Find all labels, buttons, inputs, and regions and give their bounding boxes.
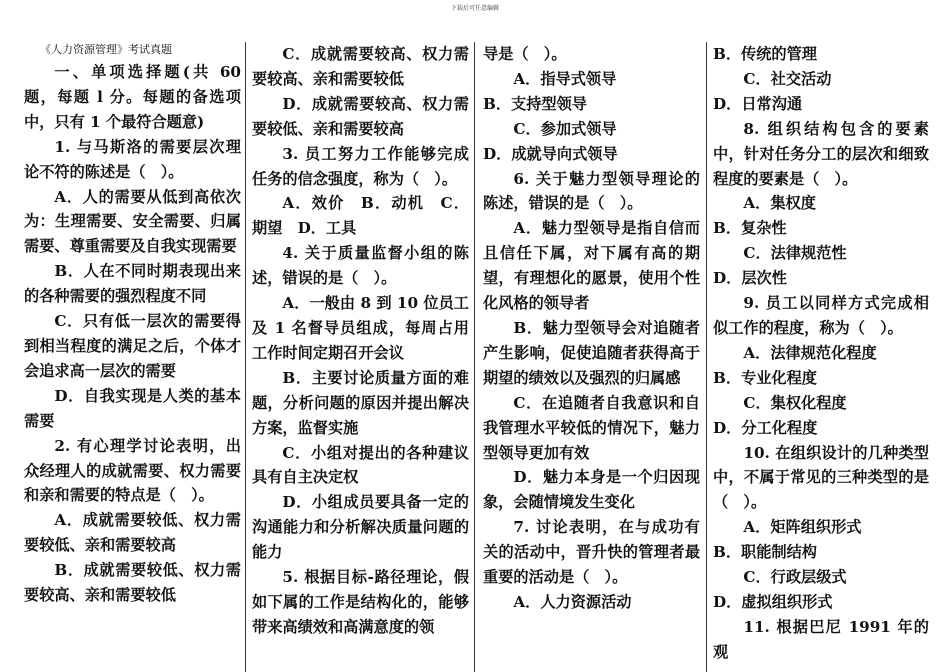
document-title: 《人力资源管理》考试真题 [40,43,172,56]
paragraph: C．参加式领导 [513,119,617,138]
paragraph: 8. 组织结构包含的要素中，针对任务分工的层次和细致程度的要素是（ ）。 [713,119,929,188]
paragraph: 10. 在组织设计的几种类型中，不属于常见的三种类型的是（ ）。 [713,443,929,512]
paragraph: 5. 根据目标-路径理论，假如下属的工作是结构化的，能够带来高绩效和高满意度的领 [252,568,469,636]
text-column-3 [483,42,700,672]
paragraph: D．小组成员要具备一定的沟通能力和分析解决质量问题的能力 [252,493,469,562]
text-column-4 [713,42,929,672]
paragraph: A．指导式领导 [513,69,617,88]
paragraph: B．复杂性 [713,219,787,238]
paragraph: 11. 根据巴尼 1991 年的观 [713,617,929,661]
paragraph: A．矩阵组织形式 [743,518,862,537]
paragraph: A．人的需要从低到高依次为：生理需要、安全需要、归属需要、尊重需要及自我实现需要 [24,187,241,256]
paragraph: D．层次性 [713,269,787,288]
paragraph: 9. 员工以同样方式完成相似工作的程度，称为（ ）。 [713,294,929,337]
paragraph: C．只有低一层次的需要得到相当程度的满足之后，个体才会追求高一层次的需要 [24,312,241,380]
paragraph: A．法律规范化程度 [743,343,877,362]
paragraph: C．成就需要较高、权力需要较高、亲和需要较低 [252,45,469,88]
paragraph: D．日常沟通 [713,94,803,113]
paragraph: B．支持型领导 [483,94,587,113]
paragraph: 导是（ ）。 [483,45,567,63]
paragraph: A．魅力型领导是指自信而且信任下属，对下属有高的期望，有理想化的愿景，使用个性化风格的领导者 [483,219,700,313]
text-column-1 [24,42,241,672]
paragraph: 4. 关于质量监督小组的陈述，错误的是（ ）。 [252,244,469,288]
paragraph: 7. 讨论表明，在与成功有关的活动中，晋升快的管理者最重要的活动是（ ）。 [483,518,700,587]
paragraph: D．虚拟组织形式 [713,592,833,611]
paragraph: D．魅力本身是一个归因现象，会随情境发生变化 [483,468,700,512]
paragraph: B．职能制结构 [713,543,817,562]
paragraph: C．法律规范性 [743,244,847,263]
paragraph: D．成就导向式领导 [483,144,618,163]
column-divider [245,42,246,672]
paragraph: D．自我实现是人类的基本需要 [24,386,241,430]
paragraph: B．魅力型领导会对追随者产生影响，促使追随者获得高于期望的绩效以及强烈的归属感 [483,318,700,387]
paragraph: 2. 有心理学讨论表明，出众经理人的成就需要、权力需要和亲和需要的特点是（ ）。 [24,436,241,505]
paragraph: A．人力资源活动 [513,592,632,611]
paragraph: A．一般由 8 到 10 位员工及 1 名督导员组成，每周占用工作时间定期召开会议 [252,294,469,362]
paragraph: 6. 关于魅力型领导理论的陈述，错误的是（ ）。 [483,169,700,213]
paragraph: C．行政层级式 [743,568,847,587]
column-divider [474,42,475,672]
paragraph: 一、单项选择题(共 60 题，每题 l 分。每题的备选项中，只有 1 个最符合题意) [24,63,241,131]
paragraph: D．分工化程度 [713,418,818,437]
paragraph: A．集权度 [743,194,816,213]
paragraph: A．效价 B．动机 C．期望 D．工具 [252,194,469,238]
paragraph: C．小组对提出的各种建议具有自主决定权 [252,443,469,487]
paragraph: C．集权化程度 [743,393,847,412]
column-divider [706,42,707,672]
paragraph: B．主要讨论质量方面的难题，分析问题的原因并提出解决方案，监督实施 [252,368,469,437]
paragraph: B．专业化程度 [713,368,817,387]
paragraph: B．人在不同时期表现出来的各种需要的强烈程度不同 [24,262,241,306]
paragraph: 3. 员工努力工作能够完成任务的信念强度，称为（ ）。 [252,144,469,188]
paragraph: C．社交活动 [743,69,832,88]
text-column-2 [252,42,469,672]
header-note: 下载后可任意编辑 [450,5,499,12]
paragraph: B．成就需要较低、权力需要较高、亲和需要较低 [24,561,241,605]
paragraph: D．成就需要较高、权力需要较低、亲和需要较高 [252,94,469,138]
paragraph: A．成就需要较低、权力需要较低、亲和需要较高 [24,511,241,555]
paragraph: 1. 与马斯洛的需要层次理论不符的陈述是（ ）。 [24,137,241,181]
paragraph: C．在追随者自我意识和自我管理水平较低的情况下，魅力型领导更加有效 [483,393,700,462]
paragraph: B．传统的管理 [713,45,817,63]
